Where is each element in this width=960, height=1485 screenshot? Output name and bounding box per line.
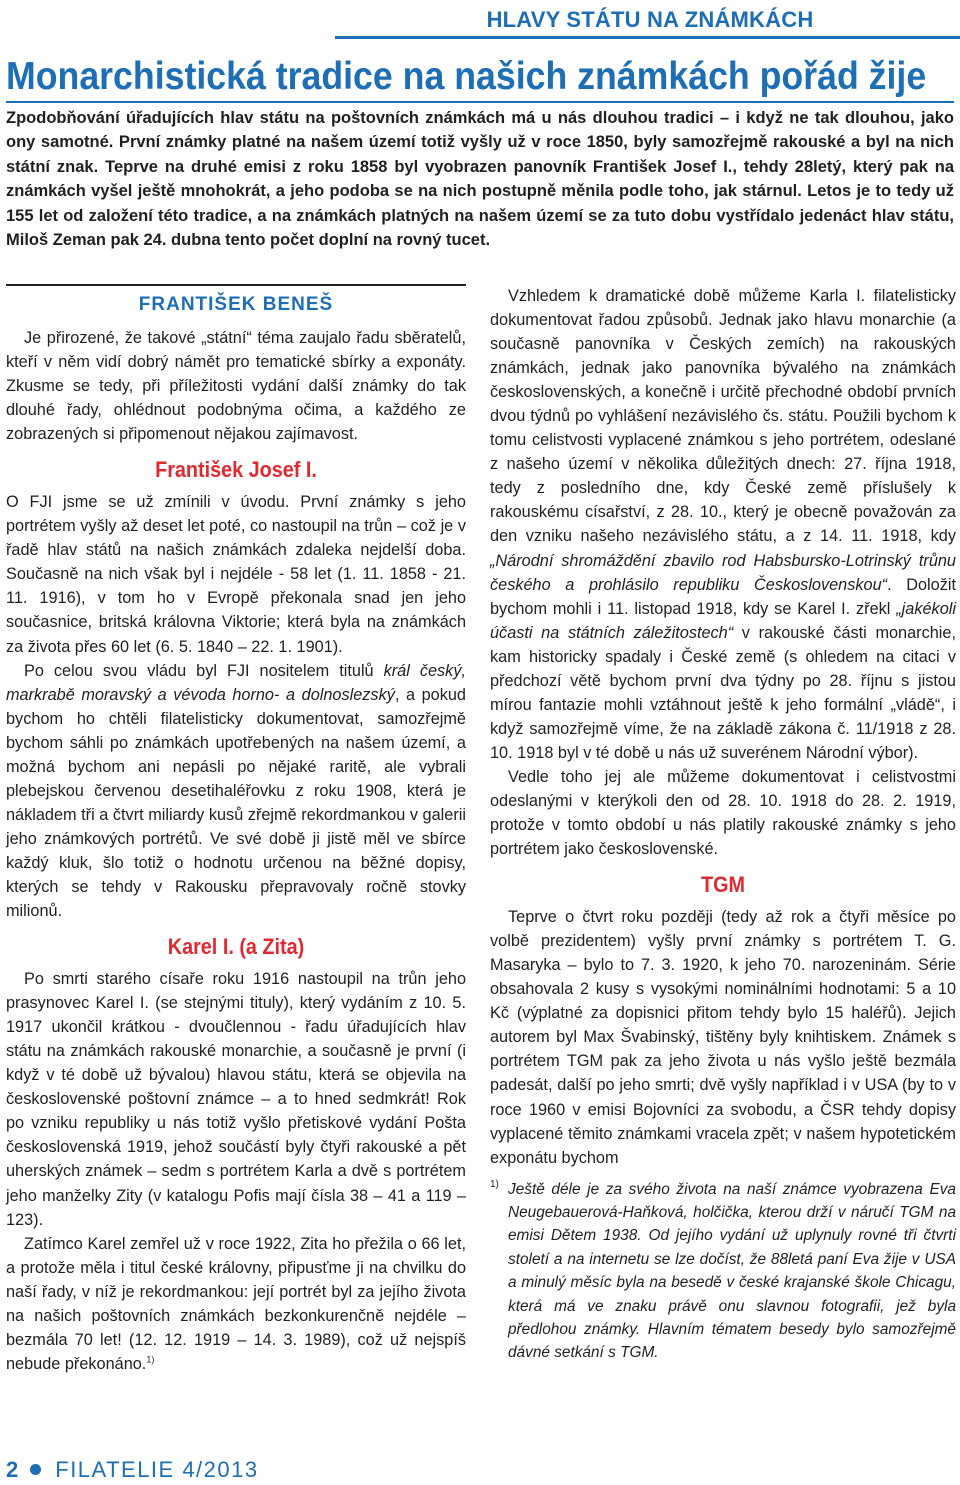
magazine-issue: FILATELIE 4/2013 — [55, 1457, 259, 1482]
headline-rule — [6, 101, 954, 103]
rc-p1-c: v rakouské části monarchie, kam historicky spadaly i České země (s ohledem na citaci v předchozí větě bychom první dva týdny po 28. říjnu s jistou mírou fantazie mohli vztáhnout ještě k jeho formální „vládě“, i když samozřejmě víme, že na základě zákona č. 11/1918 z 28. 10. 1918 byl v té době u nás už suverénem Národní výbor). — [490, 623, 956, 762]
quote-narodni-shromazdeni: „Národní shromáždění zbavilo rod Habsbursko-Lotrinský trůnu českého a prohlásilo republiku Československou“ — [490, 551, 956, 594]
fj-paragraph-2-start: Po celou svou vládu byl FJI nositelem titulů — [24, 661, 384, 680]
footnote-mark: 1) — [490, 1178, 499, 1190]
rc-p1-a: Vzhledem k dramatické době můžeme Karla I. filatelisticky dokumentovat řadou způsobů. Jednak jako hlavu monarchie (a současně panovníka v Českých zemích) na rakouských známkách, jednak jako panovníka bývalého na známkách československých, a konečně i určitě přechodné období prvních dvou týdnů po vyhlášení nezávislého čs. státu. Použili bychom k tomu celistvosti vyplacené známkou s jeho portrétem, odeslané z našeho území v několika důležitých dnech: 27. října 1918, tedy z posledního dne, kdy České země příslušely k rakouskému císařství, z 28. 10., který je obecně považován za den vzniku našeho nezávislého státu, a z 14. 11. 1918, kdy — [490, 287, 956, 546]
footnote — [490, 1178, 956, 1365]
karel-paragraph-2-text: Zatímco Karel zemřel už v roce 1922, Zita ho přežila o 66 let, a protože měla i titul české královny, připusťme ji na chvilku do naší řady, v níž je rekordmankou: její portrét byl za jejího života na našich poštovních známkách bezkonkurenčně nejdéle – bezmála 70 let! (12. 12. 1919 – 14. 3. 1989), což už nejspíš nebude překonáno. — [6, 1234, 466, 1373]
karel-paragraph-1: Po smrti starého císaře roku 1916 nastoupil na trůn jeho prasynovec Karel I. (se stejnými tituly), který vydáním z 10. 5. 1917 ukončil krátkou - dvoučlennou - řadu úřadujících hlav státu na známkách rakouské monarchie, a současně je první (i když v té době už bývalou) hlavou státu, která se objevila na československé poštovní známce – a to hned sedmkrát! Rok po vzniku republiky u nás totiž vyšlo přetiskové vydání Pošta československá 1919, jehož součástí byly čtyři rakouské a pět uherských známek – sedm s portrétem Karla a dvě s portrétem jeho manželky Zity (v katalogu Pofis mají čísla 38 – 41 a 119 – 123). — [6, 970, 466, 1229]
fj-paragraph-2-end: , a pokud bychom ho chtěli filatelisticky dokumentovat, samozřejmě bychom sáhli po známkách upotřebených na našem území, a možná bychom ani nepásli po nějaké raritě, ale vybrali plebejskou červenou desetihaléřovku z roku 1908, která je nákladem tři a čtvrt miliardy kusů zřejmě rekordmankou v galerii jeho známkových portrétů. Ve své době ji jistě měl ve sbírce každý kluk, šlo totiž o hodnotu určenou na běžné dopisy, kterých se tehdy v Rakousku přepravovaly ročně stovky milionů. — [6, 685, 466, 921]
section-rule — [335, 36, 960, 39]
fj-titles: král český, markrabě moravský a vévoda horno- a dolnoslezský — [6, 661, 466, 704]
subhead-tgm: TGM — [700, 872, 745, 898]
author-rule — [6, 284, 466, 286]
section-tag: HLAVY STÁTU NA ZNÁMKÁCH — [486, 7, 814, 32]
fj-paragraph-1: O FJI jsme se už zmínili v úvodu. První známky s jeho portrétem vyšly až deset let poté, co nastoupil na trůn – což je v řadě hlav států na našich známkách zdaleka nejdelší doba. Současně na nich však byl i nejdéle - 58 let (1. 11. 1858 - 21. 11. 1916), v tom ho v Evropě překonala snad jen jeho současnice, britská královna Viktorie; která byla na známkách za života přes 60 let (6. 5. 1840 – 22. 1. 1901). — [6, 493, 466, 656]
headline: Monarchistická tradice na našich známkách pořád žije — [6, 55, 927, 98]
quote-abdication: „jakékoli účasti na státních záležitostech“ — [490, 599, 956, 642]
intro-paragraph: Je přirozené, že takové „státní“ téma zaujalo řadu sběratelů, kteří v něm vidí dobrý námět pro tematické sbírky a exponáty. Zkusme se tedy, při příležitosti vydání další známky do tak dlouhé řady, ohlédnout podobnýma očima, a každého ze zobrazených si připomenout nějakou zajímavost. — [6, 329, 466, 444]
footnote-text: Ještě déle je za svého života na naší známce vyobrazena Eva Neugebauerová-Haňková, holčička, kterou drží v náručí TGM na emisi Dětem 1938. Od jejího vydání už uplynuly rovné tři čtvrti století a na internetu se lze dočíst, že 88letá paní Eva žije v USA a minulý měsíc byla na besedě v české krajanské škole Chicagu, která má ve znaku právě onu slavnou fotografii, jež byla předlohou známky. Hlavním tématem besedy bylo samozřejmě dávné setkání s TGM. — [508, 1180, 956, 1362]
karel-paragraph-3: Vedle toho jej ale můžeme dokumentovat i celistvostmi odeslanými v kterýkoli den od 28. 10. 1918 do 28. 2. 1919, protože v tomto období u nás platily rakouské známky s jeho portrétem jako československé. — [490, 767, 956, 859]
page-number: 2 — [6, 1457, 19, 1482]
subhead-karel: Karel I. (a Zita) — [167, 934, 305, 960]
page-footer — [6, 1455, 259, 1485]
author-byline: FRANTIŠEK BENEŠ — [138, 294, 334, 315]
subhead-frantisek-josef: František Josef I. — [155, 457, 317, 483]
fj-paragraph-2 — [6, 659, 466, 924]
left-column — [6, 284, 466, 1376]
karel-documentation-paragraph — [490, 284, 956, 765]
bullet-dot-icon — [30, 1464, 41, 1475]
rc-p1-b: . Doložit bychom mohli i 11. listopad 1918, kdy se Karel I. zřekl — [490, 575, 956, 618]
right-column — [490, 284, 956, 1365]
lead-paragraph: Zpodobňování úřadujících hlav státu na poštovních známkách má u nás dlouhou tradici – i když ne tak dlouhou, jako ony samotné. První známky platné na našem území totiž vyšly už v roce 1850, byly samozřejmě rakouské a byl na nich státní znak. Teprve na druhé emisi z roku 1858 byl vyobrazen panovník František Josef I., tehdy 28letý, který pak na známkách vyšel ještě mnohokrát, a jeho podoba se na nich postupně měnila podle toho, jak stárnul. Letos je to tedy už 155 let od založení této tradice, a na známkách platných na našem území se za tuto dobu vystřídalo jedenáct hlav státu, Miloš Zeman pak 24. dubna tento počet doplní na rovný tucet. — [6, 109, 954, 250]
footnote-reference[interactable]: 1) — [146, 1354, 155, 1365]
karel-paragraph-2 — [6, 1232, 466, 1376]
tgm-paragraph: Teprve o čtvrt roku později (tedy až rok a čtyři měsíce po volbě prezidentem) vyšly první známky s portrétem T. G. Masaryka – bylo to 7. 3. 1920, k jeho 70. narozeninám. Série obsahovala 2 kusy s vysokými nominálními hodnotami: 5 a 10 Kč (výplatné za dopisnici přitom tehdy bylo 15 haléřů). Jejich autorem byl Max Švabinský, tištěny byly knihtiskem. Známek s portrétem TGM pak za jeho života u nás vyšlo ještě bezmála padesát, další po jeho smrti; dvě vyšly například i v USA (by to v roce 1960 v emisi Bojovníci za svobodu, a ČSR tehdy dopisy vyplacené těmito známkami vracela zpět; v našem hypotetickém exponátu bychom — [490, 908, 956, 1167]
